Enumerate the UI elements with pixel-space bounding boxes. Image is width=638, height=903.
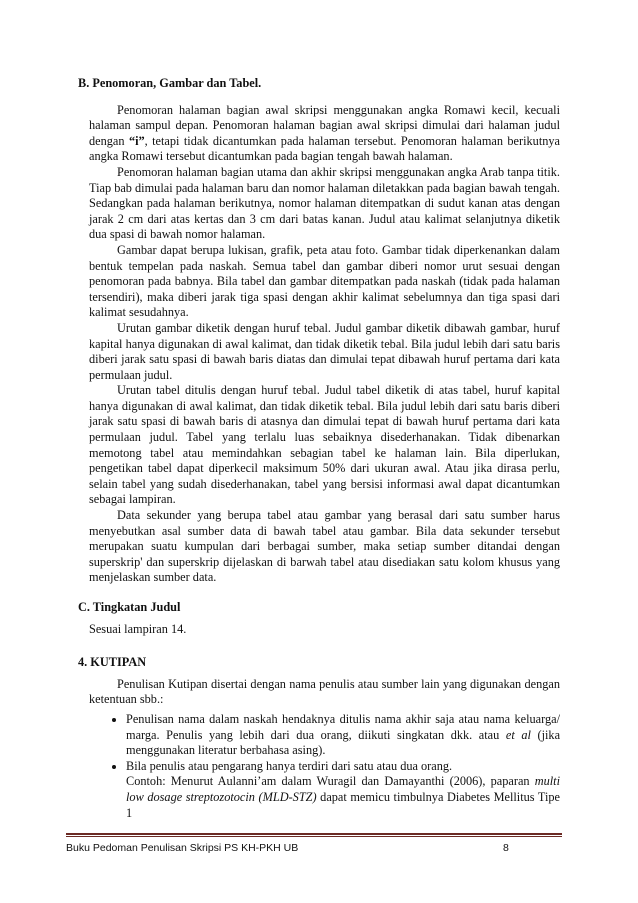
text-run: Contoh: Menurut Aulanni’am dalam Wuragil dan Damayanthi (2006), paparan xyxy=(126,774,535,789)
footer-rule-thin xyxy=(66,836,562,837)
section-4-heading: 4. KUTIPAN xyxy=(78,655,147,670)
footer-title: Buku Pedoman Penulisan Skripsi PS KH-PKH UB xyxy=(66,842,299,854)
text-run: dapat memicu timbulnya Diabetes Mellitus Tipe 1 xyxy=(126,789,561,820)
list-item xyxy=(126,759,560,821)
text-run: , tetapi tidak dicantumkan pada halaman tersebut. Penomoran halaman berikutnya angka Romawi tersebut dicantumkan pada bagian tengah bawah halaman. xyxy=(89,133,560,164)
italic-text: multi low dosage streptozotocin (MLD-STZ) xyxy=(126,774,560,804)
section-b-body xyxy=(78,103,560,586)
page-number: 8 xyxy=(503,842,509,854)
paragraph-table-order: Urutan tabel ditulis dengan huruf tebal. Judul tabel diketik di atas tabel, huruf kapital hanya digunakan di awal kalimat, dan tidak diketik tebal. Bila judul lebih dari satu baris diberi jarak satu spasi di bawah baris di atasnya dan dimulai tepat di bawah huruf pertama dari kata permulaan judul. Tabel yang terlalu luas sebaiknya disederhanakan. Tidak dibenarkan memotong tabel atau memindahkan sebagian tabel ke halaman lain. Bila diperlukan, pengetikan tabel dapat diperkecil maksimum 50% dari ukuran awal. Atau jika dirasa perlu, selain tabel yang sudah disederhanakan, tabel yang bersisi informasi awal dapat dicantumkan sebagai lampiran. xyxy=(89,383,560,507)
section-4-body xyxy=(78,677,560,821)
italic-text: et al xyxy=(505,727,531,742)
bold-text: “i” xyxy=(128,133,145,148)
page-body xyxy=(78,76,560,821)
list-item xyxy=(126,712,560,759)
text-run: Penomoran halaman bagian awal skripsi menggunakan angka Romawi kecil, kecuali halaman sampul depan. Penomoran halaman bagian awal skripsi dimulai dari halaman judul dengan xyxy=(89,102,560,148)
section-c-heading: C. Tingkatan Judul xyxy=(78,600,181,614)
paragraph-secondary-data: Data sekunder yang berupa tabel atau gambar yang berasal dari satu sumber harus menyebutkan asal sumber data di bawah tabel atau gambar. Bila data sekunder tersebut merupakan suatu kumpulan dari berbagai sumber, maka setiap sumber ditandai dengan superskrip' dan superskrip dijelaskan di barwah tabel atau disediakan satu kolom khusus yang menjelaskan sumber data. xyxy=(89,508,560,585)
paragraph-page-numbering-front xyxy=(89,103,560,165)
paragraph-figures: Gambar dapat berupa lukisan, grafik, peta atau foto. Gambar tidak diperkenankan dalam bentuk tempelan pada naskah. Semua tabel dan gambar diberi nomor urut sesuai dengan penomoran pada babnya. Bila tabel dan gambar ditempatkan pada naskah (tidak pada halaman tersendiri), maka diberi jarak tiga spasi dengan akhir kalimat sebelumnya dan tiga spasi dari kalimat sesudahnya. xyxy=(89,242,560,320)
paragraph-page-numbering-main: Penomoran halaman bagian utama dan akhir skripsi menggunakan angka Arab tanpa titik. Tiap bab dimulai pada halaman baru dan nomor halaman diletakkan pada bagian bawah tengah. Sedangkan pada halaman berikutnya, nomor halaman ditempatkan di sudut kanan atas dengan jarak 2 cm dari atas kertas dan 3 cm dari batas kanan. Judul atau kalimat selanjutnya diketik dua spasi di bawah nomor halaman. xyxy=(89,164,560,242)
paragraph-figure-order: Urutan gambar diketik dengan huruf tebal. Judul gambar diketik dibawah gambar, huruf kapital hanya digunakan di awal kalimat, dan tidak diketik tebal. Bila judul lebih dari satu baris diberi jarak satu spasi di bawah baris diatas dan dimulai tepat dibawah huruf pertama dari kata permulaan judul. xyxy=(89,320,560,382)
section-c-text: Sesuai lampiran 14. xyxy=(89,621,187,636)
text-run: Penulisan nama dalam naskah hendaknya ditulis nama akhir saja atau nama keluarga/ marga. Penulis yang lebih dari dua orang, diikuti singkatan dkk. atau xyxy=(126,711,560,742)
citation-rules-list xyxy=(89,712,560,821)
section-b-heading: B. Penomoran, Gambar dan Tabel. xyxy=(78,76,262,90)
example-text xyxy=(126,774,560,821)
text-run: Bila penulis atau pengarang hanya terdiri dari satu atau dua orang. xyxy=(126,758,453,773)
text-run: (jika menggunakan literatur berbahasa asing). xyxy=(126,727,561,758)
footer-rule xyxy=(66,833,562,835)
section-4-intro: Penulisan Kutipan disertai dengan nama penulis atau sumber lain yang digunakan dengan ketentuan sbb.: xyxy=(89,676,560,707)
